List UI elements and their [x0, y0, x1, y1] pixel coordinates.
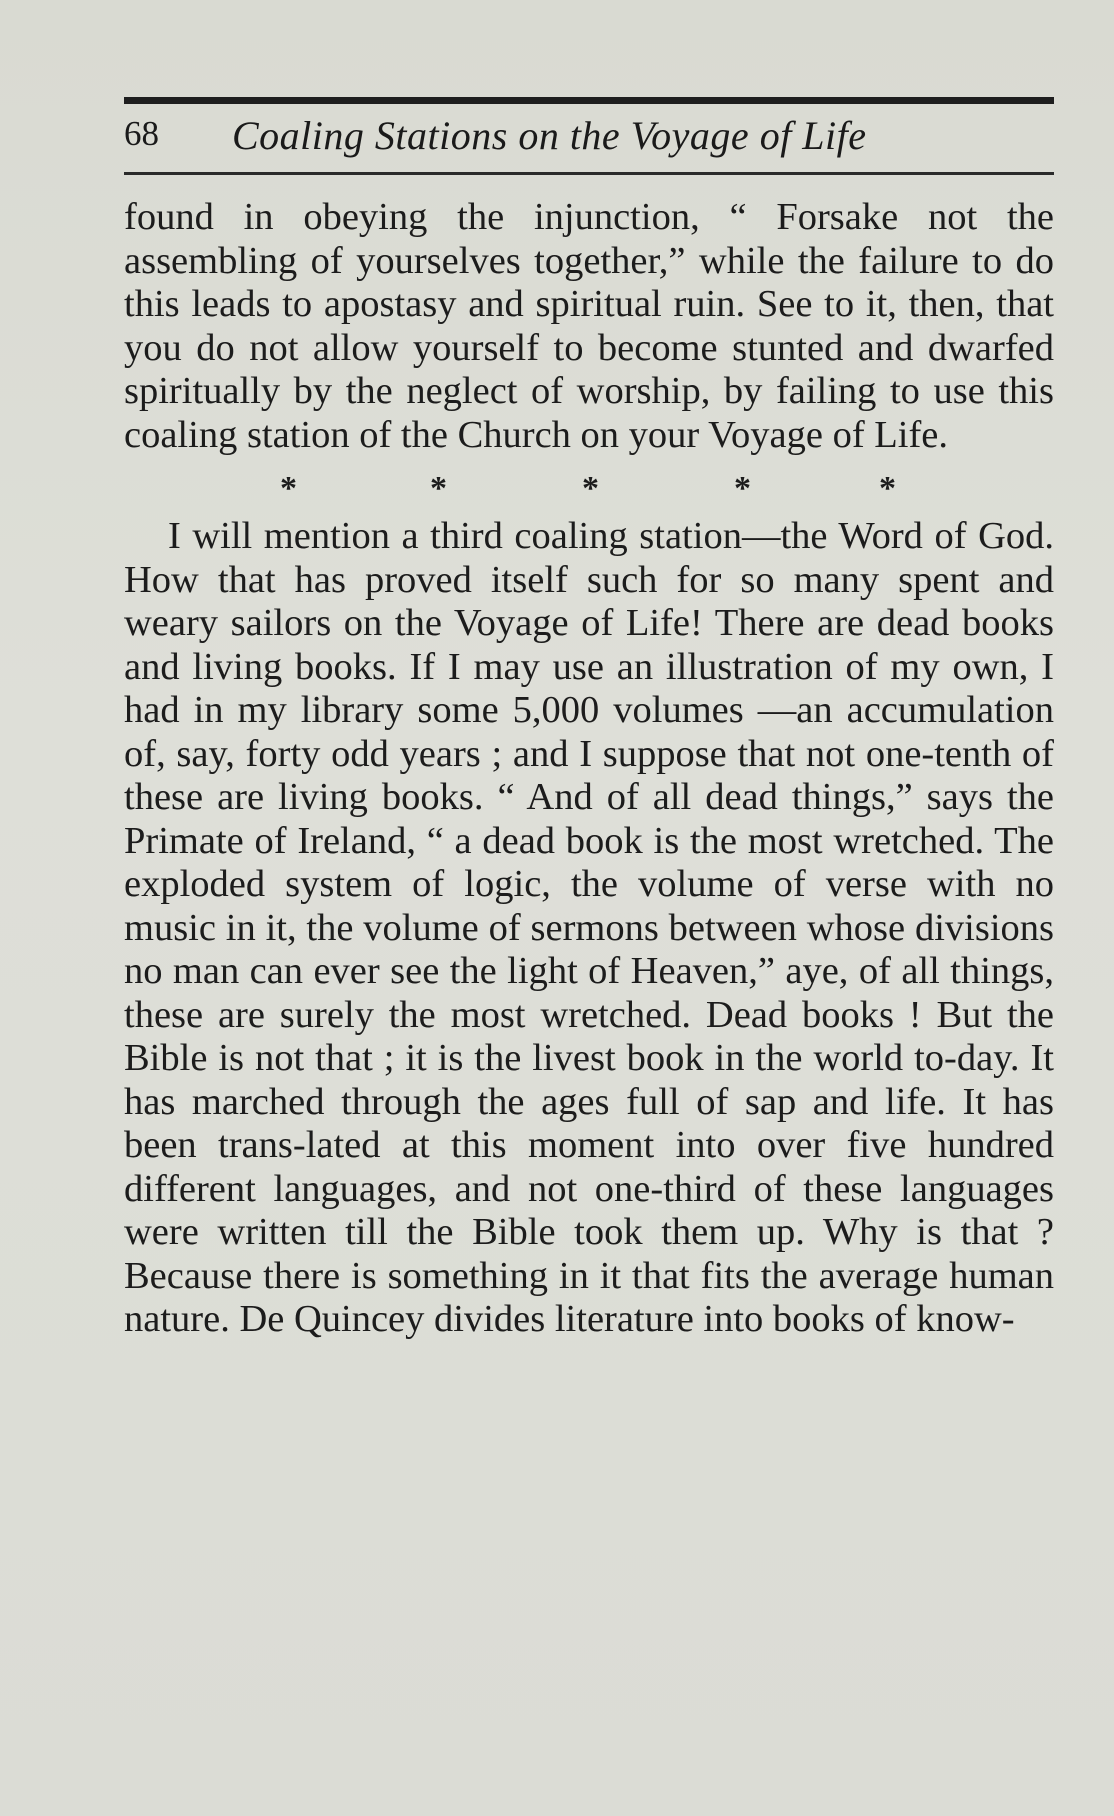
header-bottom-rule	[124, 172, 1054, 175]
separator-asterisk: *	[582, 470, 599, 507]
separator-asterisk: *	[430, 470, 447, 507]
header-top-rule	[124, 97, 1054, 104]
page-number: 68	[124, 114, 159, 153]
paragraph-worship: found in obeying the injunction, “ Forsake not the assembling of yourselves together,” while the failure to do this leads to apostasy and spiritual ruin. See to it, then, that you do not allow yourself to become stunted and dwarfed spiritually by the neglect of worship, by failing to use this coaling station of the Church on your Voyage of Life.	[124, 196, 1054, 456]
body-text	[124, 196, 1054, 1342]
separator-asterisk: *	[879, 470, 896, 507]
separator-asterisk: *	[280, 470, 297, 507]
section-separator	[124, 465, 1054, 513]
running-title: Coaling Stations on the Voyage of Life	[232, 113, 867, 158]
running-head	[124, 110, 1054, 166]
separator-asterisk: *	[734, 470, 751, 507]
paragraph-word-of-god: I will mention a third coaling station—the Word of God. How that has proved itself such for so many spent and weary sailors on the Voyage of Life! There are dead books and living books. If I may use an illustration of my own, I had in my library some 5,000 volumes —an accumulation of, say, forty odd years ; and I suppose that not one-tenth of these are living books. “ And of all dead things,” says the Primate of Ireland, “ a dead book is the most wretched. The exploded system of logic, the volume of verse with no music in it, the volume of sermons between whose divisions no man can ever see the light of Heaven,” aye, of all things, these are surely the most wretched. Dead books ! But the Bible is not that ; it is the livest book in the world to-day. It has marched through the ages full of sap and life. It has been trans-lated at this moment into over five hundred different languages, and not one-third of these languages were written till the Bible took them up. Why is that ? Because there is something in it that fits the average human nature. De Quincey divides literature into books of know-	[124, 515, 1054, 1340]
